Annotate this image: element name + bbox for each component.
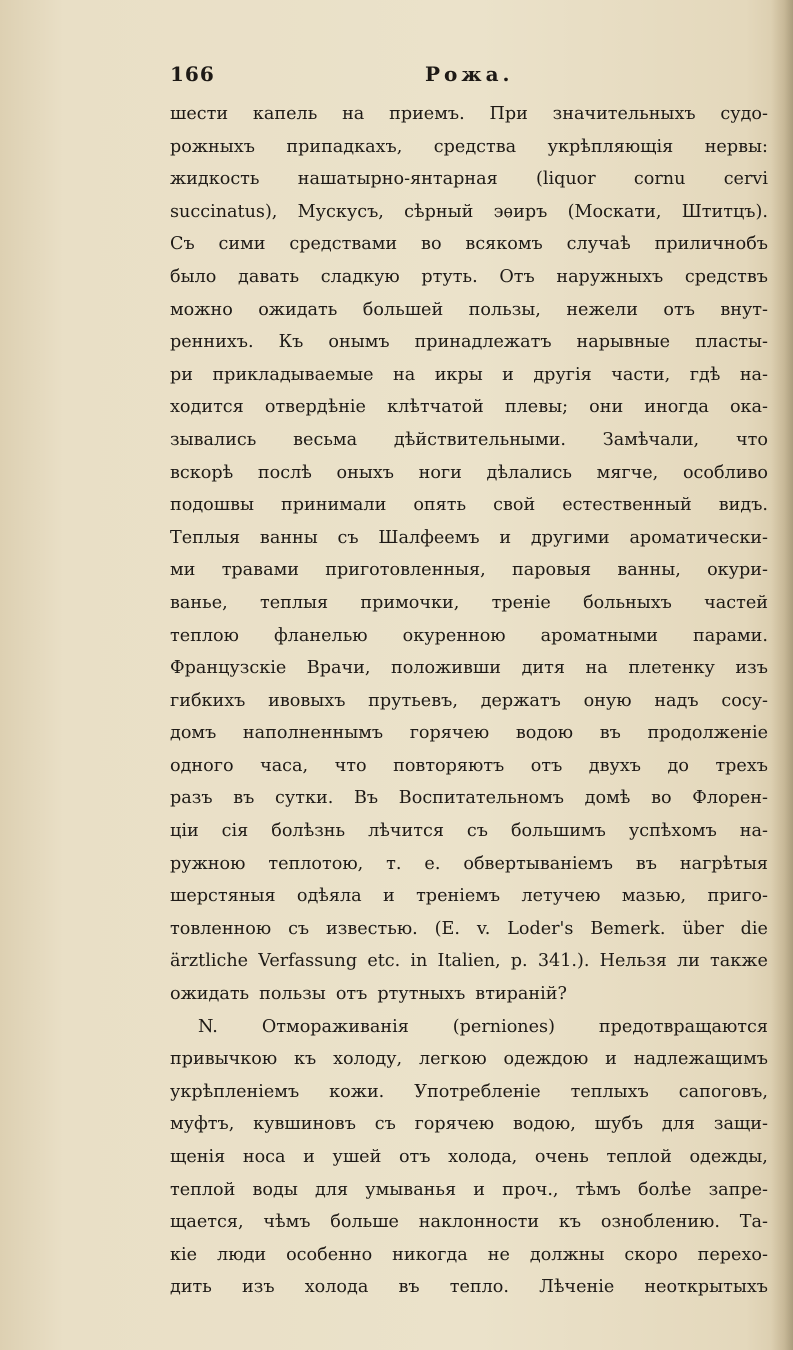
word: на bbox=[342, 104, 365, 124]
word: Bemerk. bbox=[590, 918, 666, 939]
word: часа, bbox=[260, 755, 309, 776]
word: приготовленныя, bbox=[325, 560, 486, 581]
word: воды bbox=[252, 1179, 298, 1200]
word: сѣрный bbox=[404, 201, 474, 222]
word: пользы bbox=[259, 984, 326, 1005]
word: внут- bbox=[720, 299, 768, 320]
word: видъ. bbox=[718, 495, 768, 516]
word: очень bbox=[534, 1147, 589, 1167]
word: легкою bbox=[418, 1049, 487, 1070]
word: v. bbox=[476, 918, 491, 939]
word: Loder's bbox=[507, 918, 574, 939]
word: окуренною bbox=[402, 625, 506, 646]
text-line bbox=[170, 782, 768, 815]
word: на- bbox=[739, 821, 768, 842]
word: etc. bbox=[367, 951, 401, 972]
text-line bbox=[170, 913, 768, 946]
word: теплою bbox=[170, 625, 239, 646]
word: ожидать bbox=[258, 299, 338, 320]
word: и bbox=[383, 886, 395, 907]
word: Флорен- bbox=[692, 788, 768, 809]
word: одеждою bbox=[503, 1049, 589, 1070]
word: in bbox=[410, 951, 428, 972]
text-line bbox=[170, 1271, 768, 1304]
word: нашатырно-янтарная bbox=[297, 169, 498, 190]
word: ходится bbox=[170, 397, 244, 418]
word: больныхъ bbox=[583, 592, 672, 613]
word: средства bbox=[433, 136, 517, 157]
word: надлежащимъ bbox=[633, 1049, 768, 1070]
word: чѣмъ bbox=[263, 1212, 311, 1233]
text-line bbox=[170, 1206, 768, 1239]
word: е. bbox=[424, 853, 441, 874]
word: естественный bbox=[562, 495, 692, 516]
word: зывались bbox=[170, 429, 257, 450]
word: держатъ bbox=[480, 690, 561, 711]
word: неоткрытыхъ bbox=[644, 1277, 768, 1298]
word: тепло. bbox=[449, 1277, 509, 1298]
word: умыванья bbox=[365, 1179, 457, 1200]
text-line bbox=[170, 163, 768, 196]
word: одежды, bbox=[689, 1147, 768, 1167]
text-line bbox=[170, 945, 768, 978]
word: ушей bbox=[332, 1147, 382, 1167]
word: Нельзя bbox=[599, 951, 667, 972]
word: треніемъ bbox=[416, 886, 501, 907]
text-line bbox=[170, 1239, 768, 1272]
word: ароматными bbox=[540, 625, 659, 646]
word: cornu bbox=[633, 169, 686, 190]
word: не bbox=[487, 1244, 510, 1265]
word: всякомъ bbox=[465, 234, 543, 255]
text-line bbox=[170, 457, 768, 490]
word: ціи bbox=[170, 821, 199, 842]
word: было bbox=[170, 266, 217, 287]
text-line bbox=[170, 424, 768, 457]
word: травами bbox=[221, 560, 299, 581]
word: другія bbox=[533, 364, 592, 385]
word: во bbox=[651, 788, 672, 809]
word: онымъ bbox=[328, 332, 390, 353]
word: оныхъ bbox=[336, 462, 394, 483]
word: гибкихъ bbox=[170, 690, 246, 711]
word: наклонности bbox=[418, 1212, 540, 1233]
word: шерстяныя bbox=[170, 886, 276, 907]
word: къ bbox=[558, 1212, 582, 1233]
word: ванны, bbox=[617, 560, 681, 581]
word: надъ bbox=[654, 690, 699, 711]
word: Шалфеемъ bbox=[378, 527, 480, 548]
word: парами. bbox=[693, 625, 768, 646]
word: трехъ bbox=[715, 755, 768, 776]
word: съ bbox=[374, 1114, 396, 1135]
word: холоду, bbox=[333, 1049, 403, 1070]
word: Воспитательномъ bbox=[398, 788, 564, 809]
word: сосу- bbox=[721, 690, 768, 711]
word: особливо bbox=[682, 462, 768, 483]
word: (Москати, bbox=[567, 201, 662, 222]
word: въ bbox=[635, 853, 657, 874]
text-line bbox=[170, 522, 768, 555]
word: до bbox=[667, 755, 689, 776]
word: предотвращаются bbox=[598, 1016, 768, 1037]
word: должны bbox=[529, 1244, 605, 1265]
word: другими bbox=[530, 527, 610, 548]
word: дитя bbox=[521, 658, 565, 679]
word: Отмораживанія bbox=[261, 1016, 409, 1037]
word: нервы: bbox=[704, 136, 768, 157]
text-line bbox=[170, 1141, 768, 1174]
word: ртуть. bbox=[421, 266, 478, 287]
word: нарывные bbox=[576, 332, 671, 353]
text-line bbox=[170, 978, 768, 1011]
text-line bbox=[170, 391, 768, 424]
word: водою bbox=[515, 723, 574, 744]
word: и bbox=[303, 1147, 315, 1167]
word: Замѣчали, bbox=[602, 429, 700, 450]
word: перехо- bbox=[697, 1244, 768, 1265]
word: сія bbox=[221, 821, 249, 842]
word: эѳиръ bbox=[493, 201, 548, 222]
word: жидкость bbox=[170, 169, 260, 190]
word: случаѣ bbox=[566, 234, 631, 255]
word: succinatus), bbox=[170, 201, 278, 222]
word: ртутныхъ bbox=[377, 984, 466, 1005]
word: вскорѣ bbox=[170, 462, 234, 483]
word: средствами bbox=[289, 234, 398, 255]
word: наружныхъ bbox=[556, 266, 664, 287]
word: защи- bbox=[713, 1114, 768, 1135]
word: щенія bbox=[170, 1147, 226, 1167]
word: Italien, bbox=[437, 951, 501, 972]
word: никогда bbox=[392, 1244, 468, 1265]
word: теплотою, bbox=[268, 853, 364, 874]
word: подошвы bbox=[170, 495, 255, 516]
body-text bbox=[170, 98, 768, 1304]
word: средствъ bbox=[684, 266, 768, 287]
word: носа bbox=[242, 1147, 286, 1167]
word: 341.). bbox=[537, 951, 590, 972]
word: мазью, bbox=[621, 886, 687, 907]
text-line bbox=[170, 98, 768, 131]
text-line bbox=[170, 1011, 768, 1044]
word: рожныхъ bbox=[170, 136, 255, 157]
word: ока- bbox=[729, 397, 768, 418]
word: (liquor bbox=[535, 169, 596, 190]
word: съ bbox=[466, 821, 488, 842]
word: пользы, bbox=[468, 299, 541, 320]
word: опять bbox=[413, 495, 467, 516]
word: кувшиновъ bbox=[253, 1114, 356, 1135]
word: на bbox=[585, 658, 608, 679]
word: для bbox=[315, 1179, 349, 1200]
word: частей bbox=[704, 592, 768, 613]
word: ванны bbox=[259, 527, 318, 548]
word: плевы; bbox=[504, 397, 569, 418]
word: фланелью bbox=[273, 625, 368, 646]
word: Отъ bbox=[499, 266, 535, 287]
word: наполненнымъ bbox=[242, 723, 384, 744]
text-line bbox=[170, 489, 768, 522]
word: тѣмъ bbox=[575, 1179, 621, 1200]
text-line bbox=[170, 261, 768, 294]
word: также bbox=[710, 951, 768, 972]
word: озноблению. bbox=[600, 1212, 720, 1233]
word: ароматически- bbox=[629, 527, 768, 548]
word: кожи. bbox=[329, 1081, 385, 1102]
word: большей bbox=[362, 299, 444, 320]
word: съ bbox=[288, 918, 310, 939]
word: въ bbox=[233, 788, 255, 809]
word: сими bbox=[218, 234, 266, 255]
word: холода bbox=[304, 1277, 369, 1298]
text-line bbox=[170, 880, 768, 913]
word: сутки. bbox=[275, 788, 334, 809]
word: обвертываніемъ bbox=[463, 853, 613, 874]
word: теплой bbox=[606, 1147, 672, 1167]
word: известью. bbox=[326, 918, 418, 939]
word: Лѣченіе bbox=[539, 1277, 615, 1298]
page-edge-shadow bbox=[771, 0, 793, 1350]
text-line bbox=[170, 131, 768, 164]
word: муфтъ, bbox=[170, 1114, 235, 1135]
word: капель bbox=[252, 104, 318, 124]
word: оную bbox=[583, 690, 632, 711]
word: теплой bbox=[170, 1179, 236, 1200]
word: съ bbox=[337, 527, 359, 548]
text-line bbox=[170, 1174, 768, 1207]
text-line bbox=[170, 717, 768, 750]
word: одѣяла bbox=[296, 886, 362, 907]
word: Verfassung bbox=[258, 951, 358, 972]
word: горячею bbox=[414, 1114, 495, 1135]
word: кіе bbox=[170, 1244, 198, 1265]
word: части, bbox=[611, 364, 671, 385]
word: Та- bbox=[739, 1212, 768, 1233]
word: въ bbox=[599, 723, 621, 744]
text-line bbox=[170, 1108, 768, 1141]
word: теплыя bbox=[259, 592, 329, 613]
text-line bbox=[170, 620, 768, 653]
word: двухъ bbox=[588, 755, 641, 776]
word: холода, bbox=[448, 1147, 518, 1167]
text-line bbox=[170, 1076, 768, 1109]
text-line bbox=[170, 196, 768, 229]
text-line bbox=[170, 228, 768, 261]
word: отъ bbox=[398, 1147, 431, 1167]
word: шубъ bbox=[594, 1114, 644, 1135]
word: давать bbox=[238, 266, 300, 287]
word: положивши bbox=[391, 658, 501, 679]
page-header bbox=[170, 62, 770, 92]
word: укрѣпленіемъ bbox=[170, 1081, 300, 1102]
word: въ bbox=[398, 1277, 420, 1298]
word: запре- bbox=[708, 1179, 768, 1200]
word: (E. bbox=[434, 918, 460, 939]
word: ри bbox=[170, 364, 193, 385]
word: для bbox=[661, 1114, 696, 1135]
text-line bbox=[170, 294, 768, 327]
word: мягче, bbox=[596, 462, 659, 483]
word: ванье, bbox=[170, 592, 228, 613]
word: Врачи, bbox=[306, 658, 371, 679]
word: болѣзнь bbox=[271, 821, 346, 842]
word: икры bbox=[434, 364, 483, 385]
word: ружною bbox=[170, 853, 246, 874]
word: принимали bbox=[281, 495, 387, 516]
word: весьма bbox=[293, 429, 358, 450]
word: лѣчится bbox=[368, 821, 444, 842]
text-line bbox=[170, 326, 768, 359]
word: втираній? bbox=[475, 984, 567, 1005]
word: ли bbox=[676, 951, 700, 972]
word: дѣлались bbox=[486, 462, 572, 483]
word: успѣхомъ bbox=[628, 821, 717, 842]
word: N. bbox=[198, 1016, 218, 1037]
word: большимъ bbox=[510, 821, 606, 842]
word: гдѣ bbox=[689, 364, 721, 385]
text-line bbox=[170, 750, 768, 783]
word: значительныхъ bbox=[552, 104, 696, 124]
word: проч., bbox=[502, 1179, 559, 1200]
word: ивовыхъ bbox=[268, 690, 346, 711]
word: сапоговъ, bbox=[678, 1081, 768, 1102]
word: скоро bbox=[624, 1244, 678, 1265]
word: укрѣпляющія bbox=[547, 136, 674, 157]
word: послѣ bbox=[257, 462, 312, 483]
word: особенно bbox=[286, 1244, 373, 1265]
running-head: Рожа. bbox=[425, 62, 514, 86]
word: привычкою bbox=[170, 1049, 278, 1070]
word: повторяютъ bbox=[393, 755, 505, 776]
word: примочки, bbox=[360, 592, 460, 613]
word: и bbox=[473, 1179, 485, 1200]
word: über bbox=[682, 918, 724, 939]
word: нагрѣтыя bbox=[679, 853, 768, 874]
word: прикладываемые bbox=[212, 364, 374, 385]
word: отъ bbox=[335, 984, 368, 1005]
word: на bbox=[393, 364, 416, 385]
word: die bbox=[740, 918, 768, 939]
word: водою, bbox=[512, 1114, 576, 1135]
word: принадлежатъ bbox=[414, 332, 552, 353]
word: щается, bbox=[170, 1212, 244, 1233]
word: къ bbox=[294, 1049, 317, 1070]
word: окури- bbox=[707, 560, 768, 581]
word: паровыя bbox=[512, 560, 592, 581]
word: ожидать bbox=[170, 984, 250, 1005]
word: летучею bbox=[521, 886, 601, 907]
word: p. bbox=[510, 951, 528, 972]
word: Въ bbox=[353, 788, 379, 809]
word: на- bbox=[739, 364, 768, 385]
word: отвердѣніе bbox=[264, 397, 366, 418]
text-line bbox=[170, 1043, 768, 1076]
word: можно bbox=[170, 299, 233, 320]
text-line bbox=[170, 554, 768, 587]
text-line bbox=[170, 815, 768, 848]
word: ми bbox=[170, 560, 196, 581]
word: теплыхъ bbox=[570, 1081, 649, 1102]
word: прутьевъ, bbox=[368, 690, 458, 711]
text-line bbox=[170, 685, 768, 718]
word: нежели bbox=[566, 299, 638, 320]
page-number: 166 bbox=[170, 62, 215, 86]
word: Къ bbox=[278, 332, 304, 353]
word: и bbox=[605, 1049, 617, 1070]
word: больше bbox=[330, 1212, 399, 1233]
word: Употребленіе bbox=[414, 1081, 541, 1102]
word: Съ bbox=[170, 234, 195, 255]
word: Штитцъ). bbox=[681, 201, 768, 222]
word: что bbox=[334, 755, 367, 776]
word: отъ bbox=[530, 755, 563, 776]
word: приличнобъ bbox=[654, 234, 768, 255]
text-line bbox=[170, 848, 768, 881]
word: Мускусъ, bbox=[297, 201, 384, 222]
word: изъ bbox=[242, 1277, 275, 1298]
word: (perniones) bbox=[452, 1016, 555, 1037]
word: шести bbox=[170, 104, 229, 124]
word: и bbox=[502, 364, 514, 385]
word: домъ bbox=[170, 723, 217, 744]
word: изъ bbox=[735, 658, 768, 679]
text-line bbox=[170, 359, 768, 392]
word: домѣ bbox=[584, 788, 631, 809]
word: люди bbox=[217, 1244, 267, 1265]
word: т. bbox=[386, 853, 402, 874]
word: При bbox=[489, 104, 528, 124]
word: припадкахъ, bbox=[286, 136, 403, 157]
word: что bbox=[735, 429, 768, 450]
text-line bbox=[170, 652, 768, 685]
word: и bbox=[499, 527, 512, 548]
word: пласты- bbox=[695, 332, 768, 353]
word: приемъ. bbox=[389, 104, 465, 124]
word: Теплыя bbox=[170, 527, 241, 548]
word: дить bbox=[170, 1277, 212, 1298]
word: ноги bbox=[418, 462, 462, 483]
word: Французскіе bbox=[170, 658, 287, 679]
word: судо- bbox=[720, 104, 768, 124]
word: продолженіе bbox=[647, 723, 768, 744]
word: они bbox=[589, 397, 624, 418]
word: cervi bbox=[723, 169, 768, 190]
word: товленною bbox=[170, 918, 272, 939]
word: клѣтчатой bbox=[387, 397, 484, 418]
text-line bbox=[170, 587, 768, 620]
word: сладкую bbox=[320, 266, 400, 287]
word: горячею bbox=[409, 723, 490, 744]
word: во bbox=[421, 234, 442, 255]
word: свой bbox=[493, 495, 536, 516]
word: одного bbox=[170, 755, 234, 776]
word: разъ bbox=[170, 788, 213, 809]
word: треніе bbox=[491, 592, 551, 613]
word: ärztliche bbox=[170, 951, 249, 972]
word: приго- bbox=[707, 886, 768, 907]
word: отъ bbox=[663, 299, 695, 320]
word: дѣйствительными. bbox=[393, 429, 566, 450]
word: плетенку bbox=[628, 658, 715, 679]
word: болѣе bbox=[638, 1179, 692, 1200]
word: реннихъ. bbox=[170, 332, 254, 353]
word: иногда bbox=[644, 397, 709, 418]
